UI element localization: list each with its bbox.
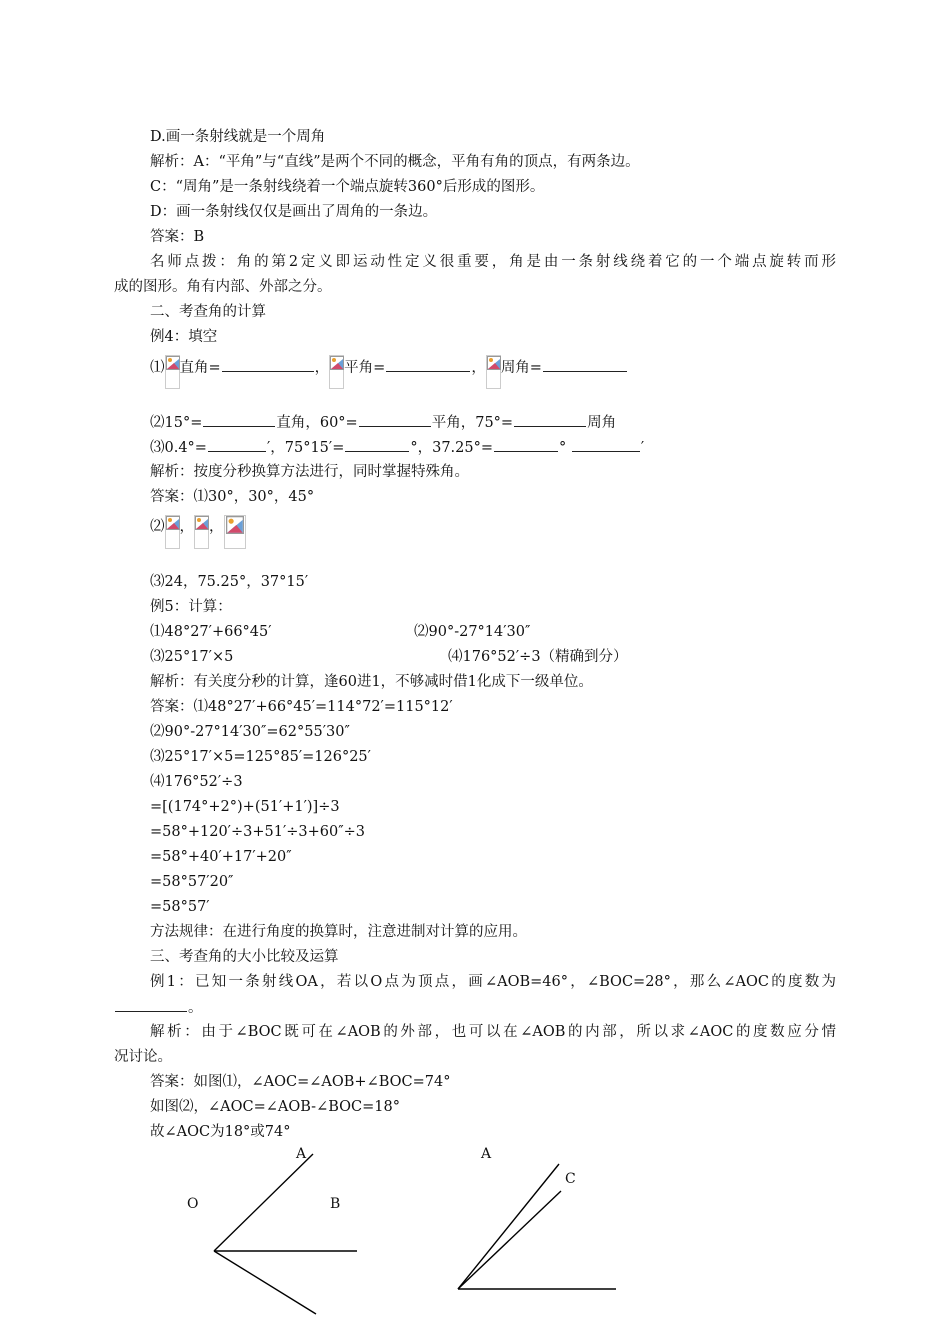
figure-1-label-o: O [187, 1196, 199, 1212]
teacher-tip-line-2: 成的图形。角有内部、外部之分。 [114, 279, 332, 295]
figure-1-label-a: A [296, 1146, 307, 1162]
example-1-conclusion: 故∠AOC为18°或74° [150, 1124, 291, 1140]
figure-1-lines [214, 1154, 357, 1314]
figure-1-label-b: B [330, 1196, 341, 1212]
example-4-q2: ⑵15°= 直角，60°= 平角，75°= 周角 [150, 412, 616, 433]
section-heading-2: 二、考查角的计算 [150, 304, 266, 320]
option-d: D.画一条射线就是一个周角 [150, 129, 326, 145]
calc-step: =58°57′ [150, 899, 210, 915]
example-4-title: 例4：填空 [150, 329, 218, 345]
example-5-analysis: 解析：有关度分秒的计算，逢60进1，不够减时借1化成下一级单位。 [150, 674, 593, 690]
calc-step: =58°+40′+17′+20″ [150, 849, 292, 865]
ray-oa-2 [458, 1164, 559, 1289]
example-5-item-3: ⑶25°17′×5 [150, 649, 234, 665]
example-5-answer-4: ⑷176°52′÷3 [150, 774, 243, 790]
example-4-answer-3: ⑶24，75.25°，37°15′ [150, 574, 309, 590]
figure-2-lines [458, 1164, 616, 1289]
example-4-q1: ⑴ 直角= ， 平角= ， 周角= [150, 357, 628, 389]
example-1-question: 例1：已知一条射线OA，若以O点为顶点，画∠AOB=46°，∠BOC=28°，那么∠AOC的度数为 [150, 974, 836, 990]
figure-2-label-c: C [565, 1171, 576, 1187]
example-1-analysis-cont: 况讨论。 [114, 1049, 172, 1065]
example-5-answer-2: ⑵90°-27°14′30″=62°55′30″ [150, 724, 350, 740]
example-1-question-cont: 。 [114, 997, 203, 1018]
example-5-row-1: ⑴48°27′+66°45′ [150, 624, 272, 640]
ray-oc-2 [458, 1191, 561, 1289]
analysis-c: C：“周角”是一条射线绕着一个端点旋转360°后形成的图形。 [150, 179, 545, 195]
method-rule: 方法规律：在进行角度的换算时，注意进制对计算的应用。 [150, 924, 527, 940]
example-1-answer-1: 答案：如图⑴，∠AOC=∠AOB+∠BOC=74° [150, 1074, 451, 1090]
example-1-analysis: 解析：由于∠BOC既可在∠AOB的外部，也可以在∠AOB的内部，所以求∠AOC的度数应分情 [150, 1024, 836, 1040]
example-5-item-4: ⑷176°52′÷3（精确到分） [448, 649, 628, 665]
section-heading-3: 三、考查角的大小比较及运算 [150, 949, 339, 965]
example-4-analysis: 解析：按度分秒换算方法进行，同时掌握特殊角。 [150, 464, 469, 480]
example-5-title: 例5：计算： [150, 599, 232, 615]
example-5-item-2: ⑵90°-27°14′30″ [414, 624, 531, 640]
ray-oa [214, 1154, 313, 1251]
calc-step: =58°+120′÷3+51′÷3+60″÷3 [150, 824, 366, 840]
example-4-answer-2: ⑵ ， ， [150, 517, 246, 549]
ray-oc [214, 1251, 316, 1314]
example-5-answer-1: 答案：⑴48°27′+66°45′=114°72′=115°12′ [150, 699, 453, 715]
figure-2-label-a: A [481, 1146, 492, 1162]
example-4-q3: ⑶0.4°= ′，75°15′= °，37.25°= ° ′ [150, 437, 644, 458]
example-4-answer-1: 答案：⑴30°，30°，45° [150, 489, 315, 505]
example-5-answer-3: ⑶25°17′×5=125°85′=126°25′ [150, 749, 371, 765]
calc-step: =58°57′20″ [150, 874, 234, 890]
answer-line: 答案：B [150, 229, 205, 245]
analysis-d: D：画一条射线仅仅是画出了周角的一条边。 [150, 204, 438, 220]
calc-step: =[(174°+2°)+(51′+1′)]÷3 [150, 799, 340, 815]
teacher-tip-line-1: 名师点拨：角的第2定义即运动性定义很重要，角是由一条射线绕着它的一个端点旋转而形 [150, 254, 836, 270]
example-1-answer-2: 如图⑵，∠AOC=∠AOB-∠BOC=18° [150, 1099, 400, 1115]
analysis-line: 解析：A：“平角”与“直线”是两个不同的概念，平角有角的顶点，有两条边。 [150, 154, 640, 170]
